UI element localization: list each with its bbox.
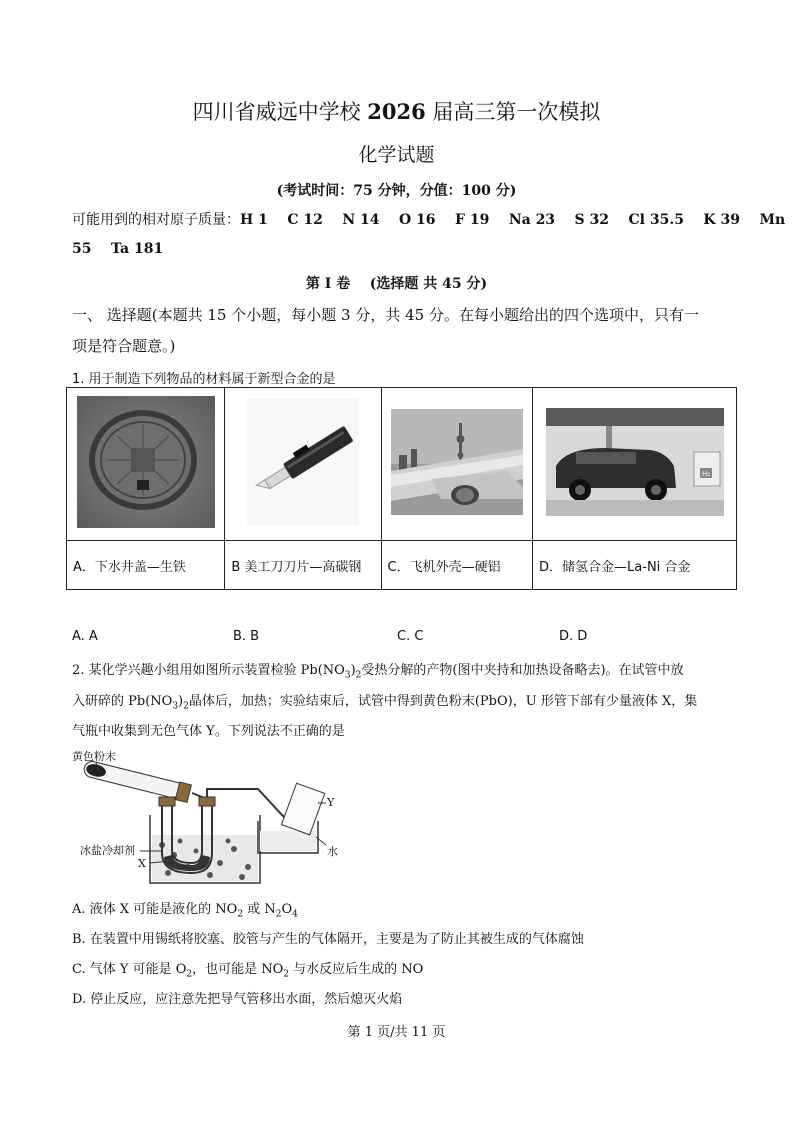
manhole-cover-photo	[77, 396, 215, 528]
hydrogen-car-photo	[546, 408, 724, 516]
exam-info: (考试时间：75 分钟，分值：100 分)	[276, 183, 517, 199]
option-d-caption: D．储氢合金—La-Ni 合金	[533, 541, 737, 590]
q1-answer-d: D. D	[559, 629, 588, 644]
label-coolant: 冰盐冷却剂	[80, 844, 135, 857]
question-2-option-b: B. 在装置中用锡纸将胶塞、胶管与产生的气体隔开，主要是为了防止其被生成的气体腐蚀	[72, 932, 584, 947]
question-2-line1: 2. 某化学兴趣小组用如图所示装置检验 $Pb(NO_3)_2$受热分解的产物(图中夹持和加热设备略去)。在试管中放	[72, 663, 684, 681]
section-instructions-line1: 一、 选择题(本题共 15 个小题，每小题 3 分，共 45 分。在每小题给出的四个选项中，只有一	[72, 306, 699, 324]
label-yellow-powder: 黄色粉末	[72, 750, 116, 763]
option-d-image-cell	[533, 388, 737, 541]
question-2-line3: 气瓶中收集到无色气体 Y。下列说法不正确的是	[72, 724, 345, 739]
option-a-image-cell	[67, 388, 225, 541]
question-2-option-c: C. 气体 Y 可能是 $O_2$，也可能是 $NO_2$ 与水反应后生成的 NO	[72, 962, 424, 980]
question-2-option-a: A. 液体 X 可能是液化的 $NO_2$ 或 $N_2O_4$	[72, 902, 298, 920]
question-1-options-table	[66, 387, 737, 590]
label-gas-y: Y	[327, 796, 335, 809]
section-instructions-line2: 项是符合题意。)	[72, 337, 176, 355]
svg-text:H₂: H₂	[701, 470, 710, 478]
atomic-masses-line2: 55 Ta 181	[72, 241, 164, 257]
question-2-option-d: D. 停止反应，应注意先把导气管移出水面，然后熄灭火焰	[72, 992, 403, 1007]
airplane-photo	[391, 409, 523, 515]
option-c-caption: C．飞机外壳—硬铝	[381, 541, 533, 590]
option-b-caption: B 美工刀刀片—高碳钢	[225, 541, 381, 590]
page-footer: 第 1 页/共 11 页	[347, 1025, 446, 1040]
q1-answer-a: A. A	[72, 629, 98, 644]
apparatus-diagram	[70, 745, 360, 890]
volume-title: 第 I 卷 (选择题 共 45 分)	[305, 276, 488, 292]
exam-subtitle: 化学试题	[358, 144, 435, 166]
exam-title: 四川省威远中学校 2026 届高三第一次模拟	[192, 99, 601, 124]
q1-answer-c: C. C	[397, 629, 424, 644]
option-c-image-cell	[381, 388, 533, 541]
label-water: 水	[327, 845, 338, 858]
q1-answer-b: B. B	[233, 629, 260, 644]
question-2-line2: 入研碎的 $Pb(NO_3)_2$晶体后，加热；实验结束后，试管中得到黄色粉末(PbO)，U 形管下部有少量液体 X，集	[72, 694, 698, 712]
label-liquid-x: X	[138, 857, 146, 870]
utility-knife-photo	[247, 399, 359, 525]
option-a-caption: A．下水井盖—生铁	[67, 541, 225, 590]
question-1-stem: 1. 用于制造下列物品的材料属于新型合金的是	[72, 372, 336, 387]
atomic-masses-line1: 可能用到的相对原子质量：H 1 C 12 N 14 O 16 F 19 Na 23 S 32 Cl 35.5 K 39 Mn	[72, 212, 786, 228]
option-b-image-cell	[225, 388, 381, 541]
